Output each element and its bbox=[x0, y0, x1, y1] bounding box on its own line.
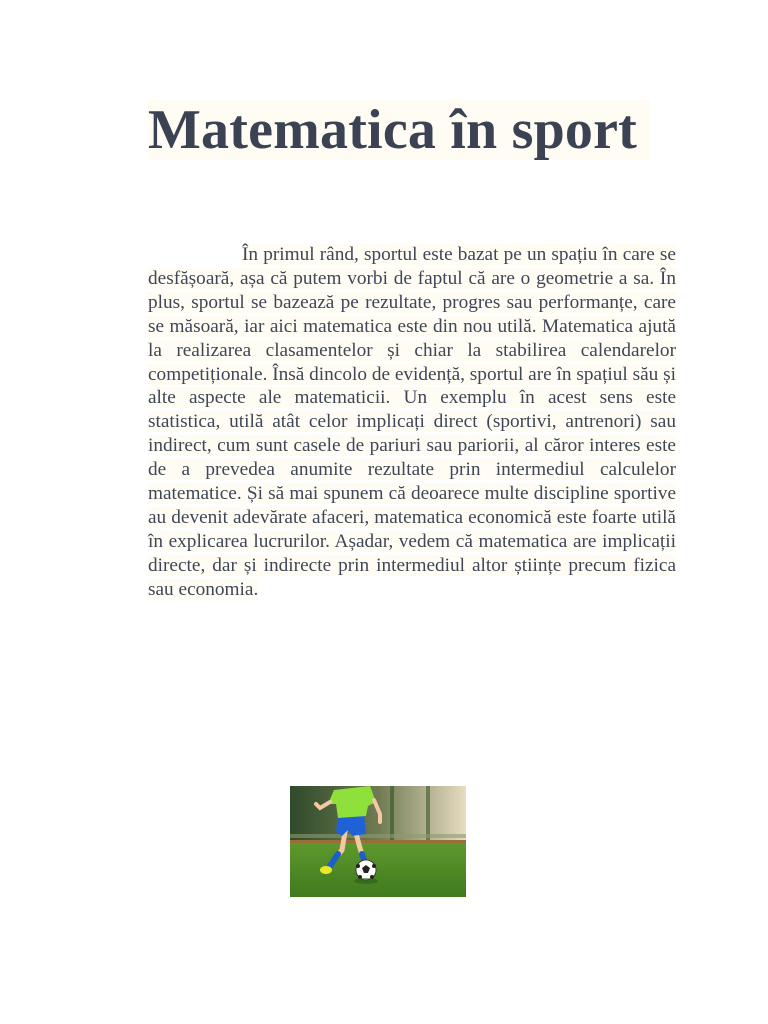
football-player-photo bbox=[290, 786, 466, 897]
title-highlight bbox=[148, 100, 650, 160]
page-title: Matematica în sport bbox=[148, 99, 638, 161]
body-paragraph bbox=[148, 243, 676, 602]
body-paragraph-text: În primul rând, sportul este bazat pe un spațiu în care se desfășoară, așa că putem vorbi de faptul că are o geometrie a sa. În plus, sportul se bazează pe rezultate, progres sau performanțe, care se măsoară, iar aici matematica este din nou utilă. Matematica ajută la realizarea clasamentelor și chiar la stabilirea calendarelor competiționale. Însă dincolo de evidență, sportul are în spațiul său și alte aspecte ale matematicii. Un exemplu în acest sens este statistica, utilă atât celor implicați direct (sportivi, antrenori) sau indirect, cum sunt casele de pariuri sau pariorii, al căror interes este de a prevedea anumite rezultate prin intermediul calculelor matematice. Și să mai spunem că deoarece multe discipline sportive au devenit adevărate afaceri, matematica economică este foarte utilă în explicarea lucrurilor. Așadar, vedem că matematica are implicații directe, dar și indirecte prin intermediul altor științe precum fizica sau economia. bbox=[148, 244, 676, 600]
